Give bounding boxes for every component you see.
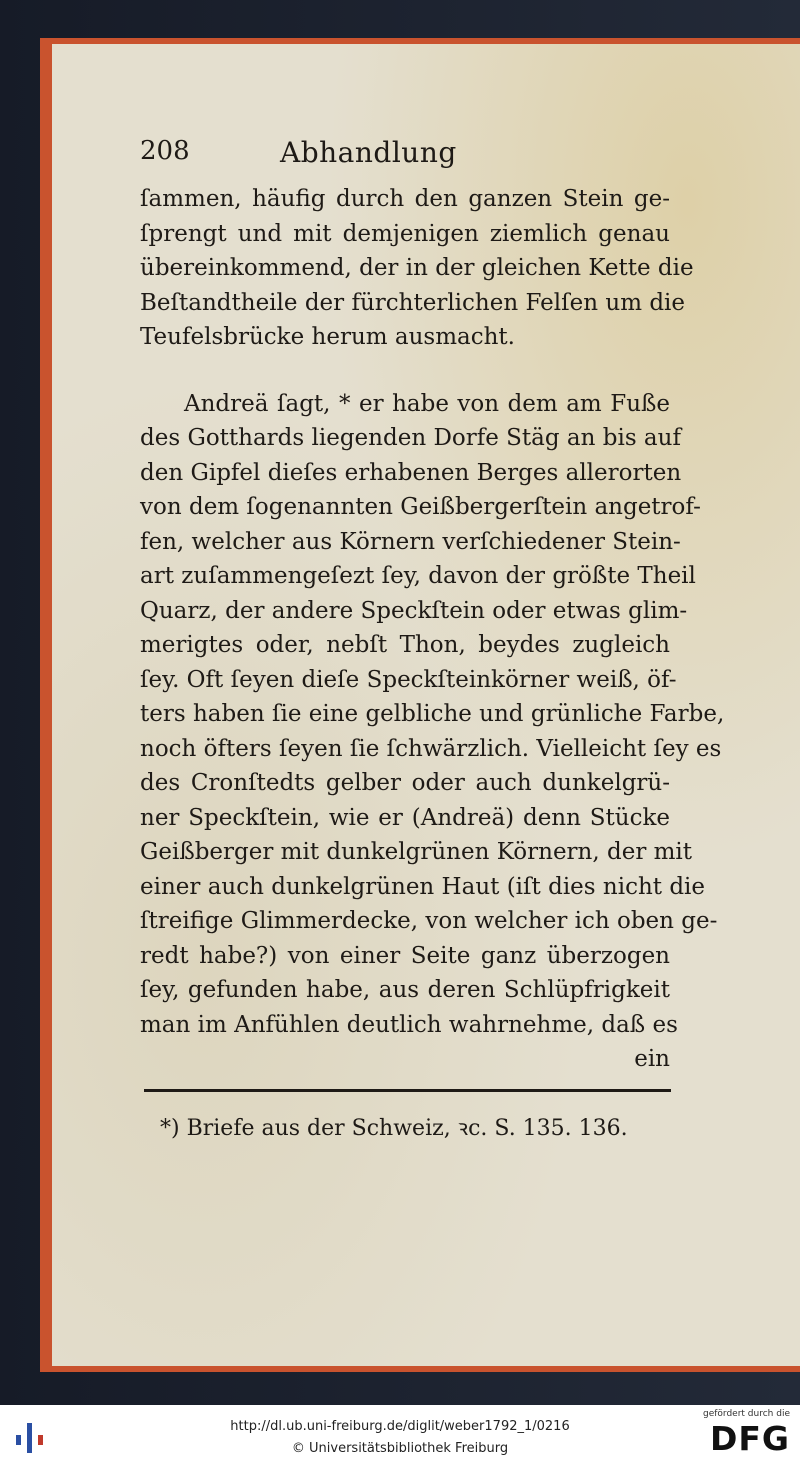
text-line: des Gotthards liegenden Dorfe Stäg an bis auf <box>140 425 681 451</box>
text-line: ſey, gefunden habe, aus deren Schlüpfrigkeit <box>140 977 670 1003</box>
text-line: Quarz, der andere Speckſtein oder etwas glim- <box>140 597 688 624</box>
text-line: noch öfters ſeyen ſie ſchwärzlich. Vielleicht ſey es <box>140 735 722 762</box>
text-line: den Gipfel dieſes erhabenen Berges allerorten <box>140 459 682 486</box>
body-text <box>140 182 725 1077</box>
copyright-notice: © Universitätsbibliothek Freiburg <box>291 1441 509 1456</box>
footnote: *) Briefe aus der Schweiz, ꝛc. S. 135. 136. <box>160 1116 628 1141</box>
text-line: merigtes oder, nebſt Thon, beydes zugleich <box>140 632 670 658</box>
text-line: einer auch dunkelgrünen Haut (iſt dies nicht die <box>140 873 706 900</box>
page-header <box>140 136 670 176</box>
text-line: ſammen, häufig durch den ganzen Stein ge- <box>140 186 670 212</box>
text-line: Geißberger mit dunkelgrünen Körnern, der mit <box>140 839 693 865</box>
text-line: ſprengt und mit demjenigen ziemlich genau <box>140 220 670 247</box>
footnote-rule <box>144 1089 671 1092</box>
text-line: Teufelsbrücke herum ausmacht. <box>140 324 515 350</box>
text-line: des Cronſtedts gelber oder auch dunkelgrü- <box>140 770 670 796</box>
text-line: ſtreifige Glimmerdecke, von welcher ich oben ge- <box>140 908 718 934</box>
viewer-footer <box>0 1405 800 1464</box>
text-line: art zuſammengeſezt ſey, davon der größte Theil <box>140 563 696 589</box>
text-line: man im Anfühlen deutlich wahrnehme, daß es <box>140 1011 678 1038</box>
text-line: ner Speckſtein, wie er (Andreä) denn Stücke <box>140 804 670 831</box>
funding-label: gefördert durch die <box>703 1409 790 1419</box>
text-line: Andreä ſagt, * er habe von dem am Fuße <box>184 390 670 417</box>
text-line: fen, welcher aus Körnern verſchiedener Stein- <box>140 528 681 555</box>
dfg-logo[interactable]: DFG <box>709 1419 790 1458</box>
text-line: redt habe?) von einer Seite ganz überzogen <box>140 942 670 969</box>
catchword: ein <box>634 1046 670 1072</box>
text-line: übereinkommend, der in der gleichen Kette die <box>140 255 694 281</box>
page-number: 208 <box>140 136 190 166</box>
text-line: Beſtandtheile der fürchterlichen Felſen um die <box>140 289 686 316</box>
text-line: ſey. Oft ſeyen dieſe Speckſteinkörner weiß, öf- <box>140 666 677 693</box>
text-line: von dem ſogenannten Geißbergerſtein angetrof- <box>140 494 701 520</box>
permalink-url[interactable]: http://dl.ub.uni-freiburg.de/diglit/weber1792_1/0216 <box>230 1419 570 1434</box>
running-head: Abhandlung <box>280 136 457 169</box>
text-line: ters haben ſie eine gelbliche und grünliche Farbe, <box>140 701 725 727</box>
